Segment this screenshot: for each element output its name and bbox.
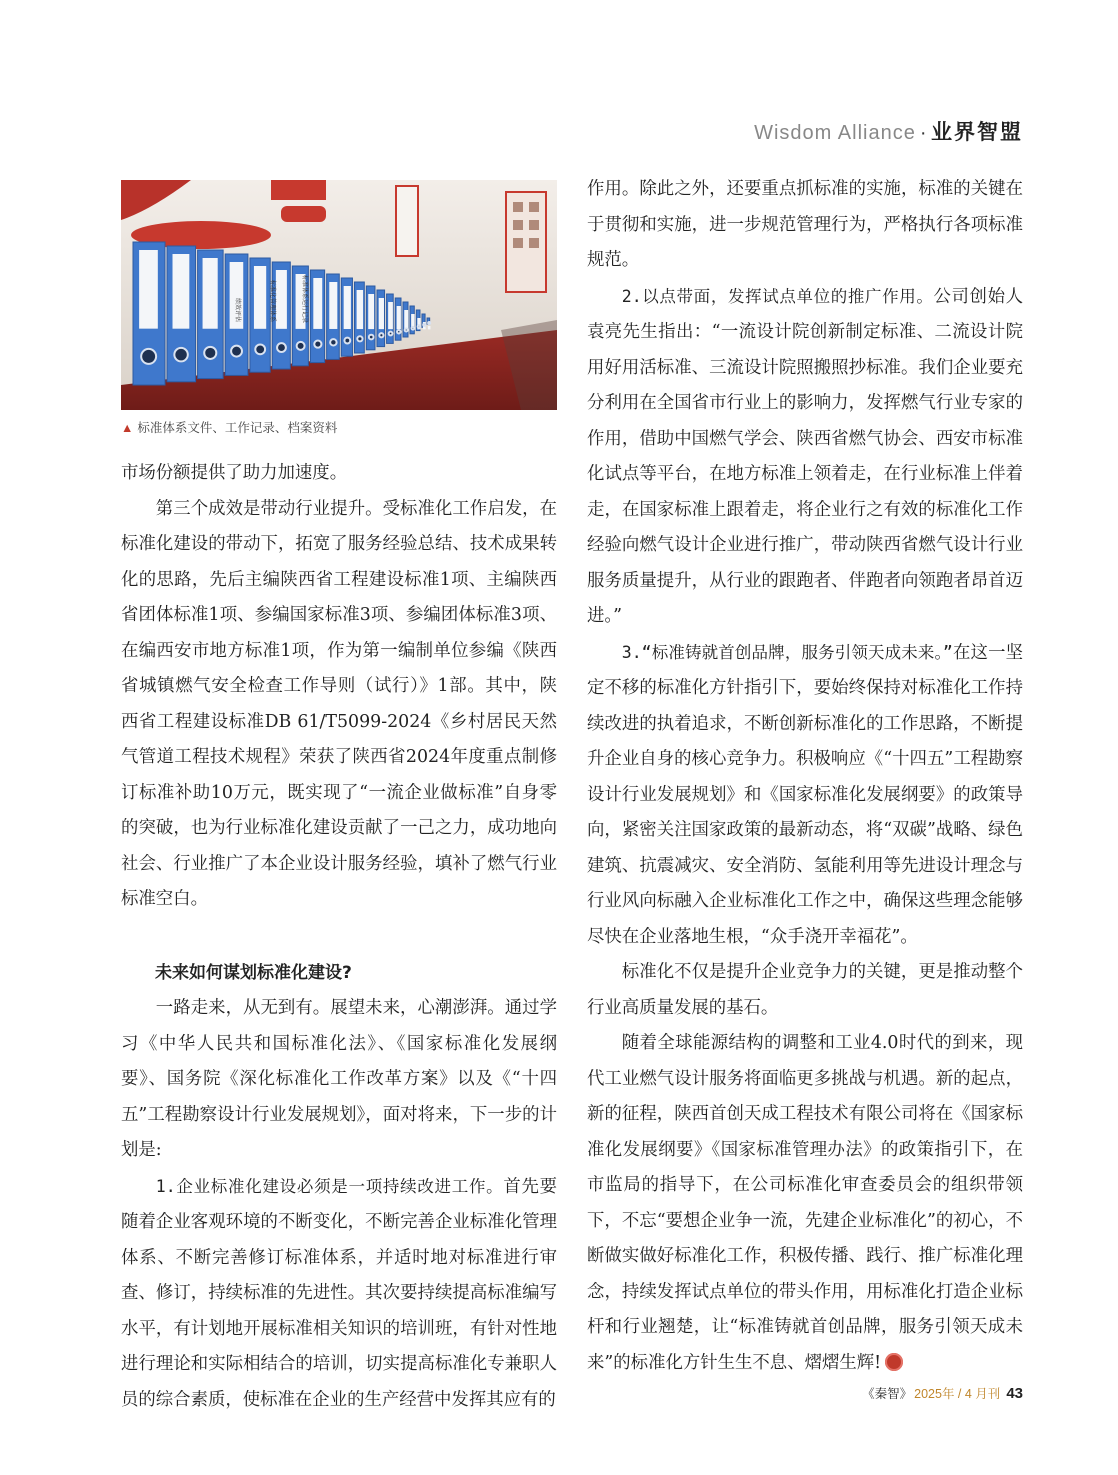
binder-finger-hole (297, 342, 305, 350)
binder-spine-label (428, 326, 431, 329)
binder-finger-hole (277, 343, 286, 352)
binder-spine-label (357, 290, 364, 329)
paragraph-body: 随着全球能源结构的调整和工业4.0时代的到来，现代工业燃气设计服务将面临更多挑战与机遇。新的起点，新的征程，陕西首创天成工程技术有限公司将在《国家标准化发展纲要》《国家标准管理办法》的政策指引下，在市监局的指导下，在公司标准化审查委员会的组织带领下，不忘“要想企业争一流，先建企业标准化”的初心，不断做实做好标准化工作，积极传播、践行、推广标准化理念，持续发挥试点单位的带头作用，用标准化打造企业标杆和行业翘楚，让“标准铸就首创品牌，服务引领天成未来”的标准化方针生生不息、熠熠生辉! (587, 1033, 1023, 1373)
header-separator: · (919, 122, 927, 144)
binder-finger-hole (204, 347, 216, 359)
binder-finger-hole (369, 335, 374, 340)
paragraph: 市场份额提供了助力加速度。 (121, 463, 348, 483)
paragraph-body: 公司创始人袁亮先生指出：“一流设计院创新制定标准、二流设计院用好用活标准、三流设计院照搬照抄标准。我们企业要充分利用在全国省市行业上的影响力，发挥燃气行业专家的作用，借助中国燃气学会、陕西省燃气协会、西安市标准化试点等平台，在地方标准上领着走，在行业标准上伴着走，在国家标准上跟着走，将企业行之有效的标准化工作经验向燃气设计企业进行推广，带动陕西省燃气设计行业服务质量提升，从行业的跟跑者、伴跑者向领跑者昂首迈进。” (587, 286, 1023, 626)
paragraph-body: 在这一坚定不移的标准化方针指引下，要始终保持对标准化工作持续改进的执着追求，不断创新标准化的工作思路，不断提升企业自身的核心竞争力。积极响应《“十四五”工程勘察设计行业发展规划》和《国家标准化发展纲要》的政策导向，紧密关注国家政策的最新动态，将“双碳”战略、绿色建筑、抗震减灾、安全消防、氢能利用等先进设计理念与行业风向标融入企业标准化工作之中，确保这些理念能够尽快在企业落地生根，“众手浇开幸福花”。 (587, 642, 1023, 947)
binder-spine-label (313, 278, 322, 329)
binder-finger-hole (330, 339, 336, 345)
emphasis-lead: 1.企业标准化建设必须是一项持续改进工作。 (155, 1176, 504, 1196)
paragraph (587, 1026, 1023, 1381)
binder-spine-label (368, 294, 374, 329)
magazine-name: 《秦智》 (862, 1387, 913, 1401)
binder-spine-label (404, 310, 408, 329)
binders-photo (121, 180, 557, 410)
binder-finger-hole (255, 344, 265, 354)
section-heading: 未来如何谋划标准化建设? (155, 962, 352, 983)
paragraph (121, 1169, 557, 1419)
binder-finger-hole (397, 330, 400, 333)
binder-finger-hole (379, 333, 383, 337)
triangle-icon: ▲ (121, 421, 134, 435)
right-column (587, 172, 1023, 1381)
left-column (121, 456, 557, 1418)
running-header (754, 116, 1023, 146)
paragraph: 标准化不仅是提升企业竞争力的关键，更是推动整个行业高质量发展的基石。 (587, 962, 1023, 1018)
emphasis-lead: 2.以点带面，发挥试点单位的推广作用。 (621, 286, 934, 306)
paragraph: 第三个成效是带动行业提升。受标准化工作启发，在标准化建设的带动下，拓宽了服务经验总结、技术成果转化的思路，先后主编陕西省工程建设标准1项、主编陕西省团体标准1项、参编国家标准3项、参编团体标准3项、在编西安市地方标准1项，作为第一编制单位参编《陕西省城镇燃气安全检查工作导则（试行）》1部。其中，陕西省工程建设标准DB 61/T5099-2024《乡村居民天然气管道工程技术规程》荣获了陕西省2024年度重点制修订标准补助10万元，既实现了“一流企业做标准”自身零的突破，也为行业标准化建设贡献了一己之力，成功地向社会、行业推广了本企业设计服务经验，填补了燃气行业标准空白。 (121, 498, 557, 909)
header-english-title: Wisdom Alliance (754, 122, 916, 144)
photo-caption (121, 418, 337, 436)
binder-finger-hole (405, 328, 408, 331)
binder-spine-label (329, 282, 337, 329)
binder-spine-label (254, 266, 266, 329)
paragraph: 一路走来，从无到有。展望未来，心潮澎湃。通过学习《中华人民共和国标准化法》、《国家标准化发展纲要》、国务院《深化标准化工作改革方案》以及《“十四五”工程勘察设计行业发展规划》，面对将来，下一步的计划是: (121, 998, 557, 1160)
binder-finger-hole (389, 332, 393, 336)
binder-finger-hole (141, 349, 156, 364)
page-number: 43 (1006, 1385, 1023, 1402)
seal-icon (885, 1353, 903, 1371)
paragraph-body: 首先要随着企业客观环境的不断变化，不断完善企业标准化管理体系、不断完善修订标准体系，并适时地对标准进行审查、修订，持续标准的先进性。其次要持续提高标准编写水平，有计划地开展标准相关知识的培训班，有针对性地进行理论和实际相结合的培训，切实提高标准化专兼职人员的综合素质，使标准在企业的生产经营中发挥其应有的 (121, 1176, 557, 1410)
paragraph (587, 279, 1023, 635)
binder-spine-label (139, 250, 158, 329)
emphasis-lead: 3.“标准铸就首创品牌，服务引领天成未来。” (621, 642, 953, 662)
binder-label-2: 标准化管理体系 (269, 280, 276, 323)
binder-spine-label (173, 254, 190, 329)
paragraph: 作用。除此之外，还要重点抓标准的实施，标准的关键在于贯彻和实施，进一步规范管理行为，严格执行各项标准规范。 (587, 179, 1023, 270)
binder-label-1: 绩效评估 (234, 298, 241, 323)
binder-spine-label (397, 306, 401, 329)
binder-finger-hole (344, 338, 350, 344)
binder-finger-hole (428, 322, 430, 324)
binder-label-3: 标准体系运行记录 (301, 275, 308, 324)
binder-finger-hole (174, 348, 187, 361)
binder-spine-label (379, 298, 384, 329)
binder-spine-label (203, 258, 218, 329)
photo-caption-text: 标准体系文件、工作记录、档案资料 (137, 421, 338, 435)
binder-finger-hole (314, 341, 321, 348)
header-section-title: 业界智盟 (931, 121, 1023, 144)
binder-spine-label (276, 270, 287, 329)
paragraph (587, 635, 1023, 956)
binder-finger-hole (231, 346, 242, 357)
binder-finger-hole (412, 327, 415, 330)
binder-finger-hole (423, 324, 425, 326)
binder-finger-hole (418, 325, 420, 327)
page-footer (862, 1384, 1023, 1402)
issue-date: 2025年 / 4 月刊 (914, 1387, 1001, 1401)
binder-spine-label (388, 302, 393, 329)
binder-spine-label (344, 286, 351, 329)
binder-finger-hole (357, 336, 362, 341)
